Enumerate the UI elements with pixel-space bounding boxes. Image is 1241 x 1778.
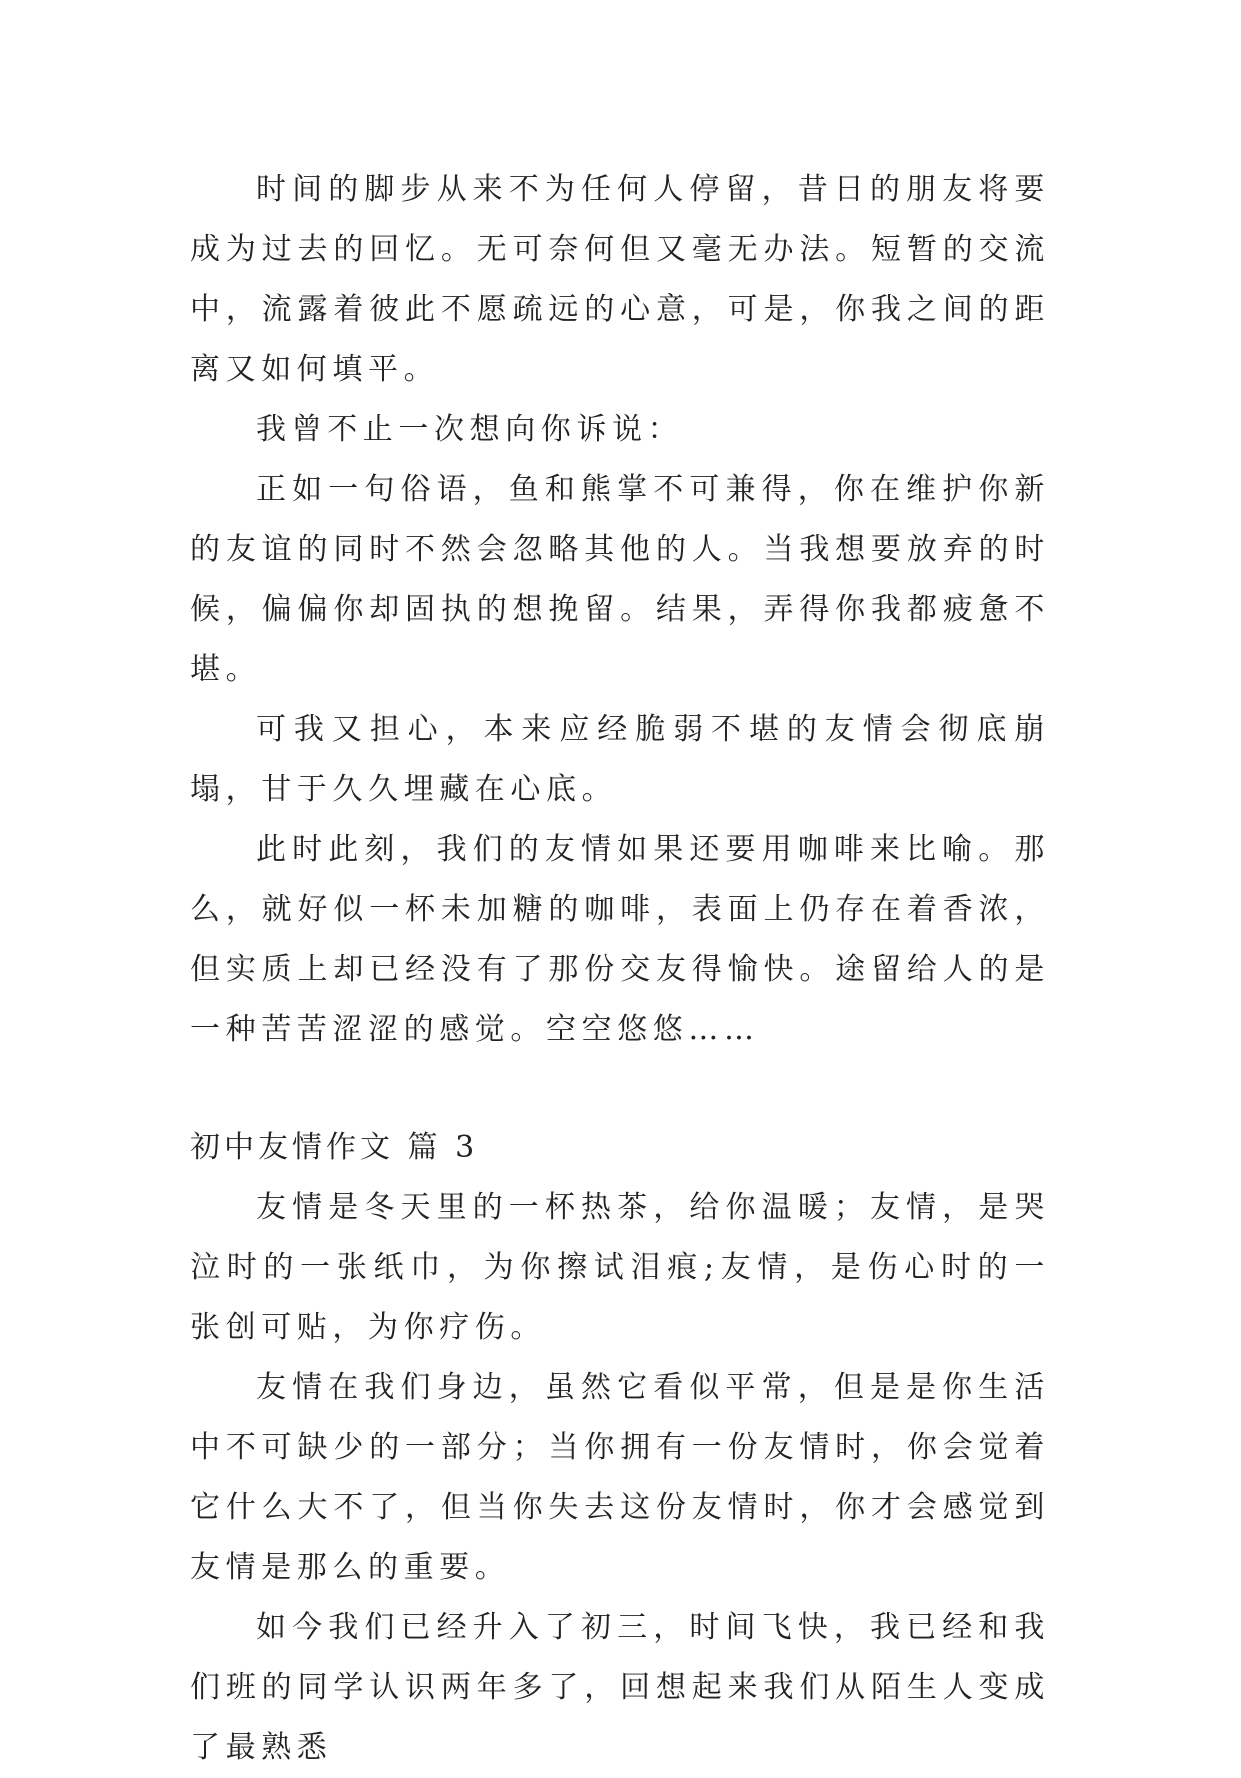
- paragraph: 可我又担心，本来应经脆弱不堪的友情会彻底崩塌，甘于久久埋藏在心底。: [190, 712, 1050, 807]
- paragraph: 时间的脚步从来不为任何人停留，昔日的朋友将要成为过去的回忆。无可奈何但又毫无办法。短暂的交流中，流露着彼此不愿疏远的心意，可是，你我之间的距离又如何填平。: [190, 172, 1050, 387]
- paragraph: 此时此刻，我们的友情如果还要用咖啡来比喻。那么，就好似一杯未加糖的咖啡，表面上仍存在着香浓，但实质上却已经没有了那份交友得愉快。途留给人的是一种苦苦涩涩的感觉。空空悠悠……: [190, 832, 1050, 1047]
- paragraph: 如今我们已经升入了初三，时间飞快，我已经和我们班的同学认识两年多了，回想起来我们从陌生人变成了最熟悉: [190, 1610, 1050, 1765]
- paragraph: 友情是冬天里的一杯热茶，给你温暖；友情，是哭泣时的一张纸巾，为你擦试泪痕;友情，是伤心时的一张创可贴，为你疗伤。: [190, 1190, 1050, 1345]
- section-heading: 初中友情作文 篇 3: [190, 1130, 479, 1165]
- document-body: [190, 160, 1050, 1778]
- paragraph: 友情在我们身边，虽然它看似平常，但是是你生活中不可缺少的一部分；当你拥有一份友情时，你会觉着它什么大不了，但当你失去这份友情时，你才会感觉到友情是那么的重要。: [190, 1370, 1050, 1585]
- paragraph: 正如一句俗语，鱼和熊掌不可兼得，你在维护你新的友谊的同时不然会忽略其他的人。当我想要放弃的时候，偏偏你却固执的想挽留。结果，弄得你我都疲惫不堪。: [190, 472, 1050, 687]
- paragraph: 我曾不止一次想向你诉说：: [256, 412, 684, 447]
